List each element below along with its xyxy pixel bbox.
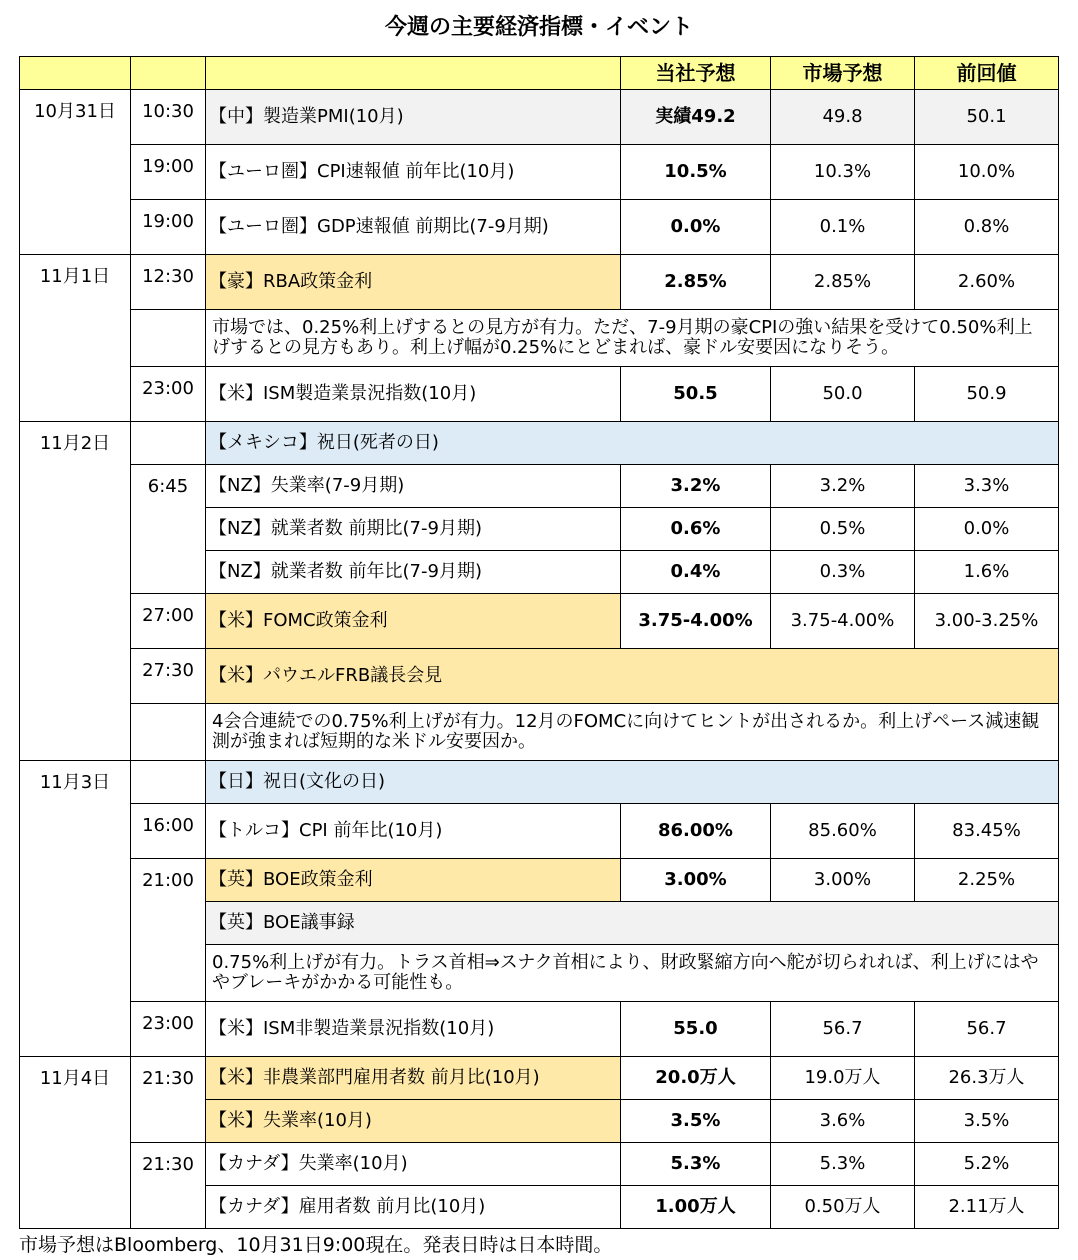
table-row bbox=[20, 145, 1059, 200]
date-cell: 10月31日 bbox=[20, 90, 131, 255]
own-forecast: 3.00% bbox=[621, 859, 771, 902]
own-forecast: 0.6% bbox=[621, 508, 771, 551]
previous-value: 26.3万人 bbox=[915, 1057, 1059, 1100]
header-event bbox=[206, 57, 621, 90]
previous-value: 50.1 bbox=[915, 90, 1059, 145]
previous-value: 2.60% bbox=[915, 255, 1059, 310]
table-row bbox=[20, 367, 1059, 422]
previous-value: 2.25% bbox=[915, 859, 1059, 902]
commentary-note: 4会合連続での0.75%利上げが有力。12月のFOMCに向けてヒントが出されるか。利上げペース減速観測が強まれば短期的な米ドル安要因か。 bbox=[206, 704, 1059, 761]
table-row bbox=[20, 704, 1059, 761]
market-forecast: 0.5% bbox=[771, 508, 915, 551]
previous-value: 1.6% bbox=[915, 551, 1059, 594]
table-row bbox=[20, 1002, 1059, 1057]
header-time bbox=[131, 57, 206, 90]
market-forecast: 0.1% bbox=[771, 200, 915, 255]
own-forecast: 実績49.2 bbox=[621, 90, 771, 145]
market-forecast: 10.3% bbox=[771, 145, 915, 200]
market-forecast: 49.8 bbox=[771, 90, 915, 145]
time-cell: 21:30 bbox=[131, 1143, 206, 1229]
event-name: 【NZ】失業率(7-9月期) bbox=[206, 465, 621, 508]
table-row bbox=[20, 804, 1059, 859]
market-forecast: 56.7 bbox=[771, 1002, 915, 1057]
time-cell: 6:45 bbox=[131, 465, 206, 594]
market-forecast: 3.00% bbox=[771, 859, 915, 902]
event-name: 【米】非農業部門雇用者数 前月比(10月) bbox=[206, 1057, 621, 1100]
time-cell: 19:00 bbox=[131, 145, 206, 200]
market-forecast: 5.3% bbox=[771, 1143, 915, 1186]
header-own-forecast: 当社予想 bbox=[621, 57, 771, 90]
previous-value: 3.00-3.25% bbox=[915, 594, 1059, 649]
own-forecast: 86.00% bbox=[621, 804, 771, 859]
page-title: 今週の主要経済指標・イベント bbox=[384, 15, 693, 40]
date-cell: 11月4日 bbox=[20, 1057, 131, 1229]
economic-calendar-table bbox=[19, 56, 1059, 1229]
market-forecast: 3.6% bbox=[771, 1100, 915, 1143]
previous-value: 0.8% bbox=[915, 200, 1059, 255]
time-cell: 10:30 bbox=[131, 90, 206, 145]
previous-value: 2.11万人 bbox=[915, 1186, 1059, 1229]
own-forecast: 3.2% bbox=[621, 465, 771, 508]
event-name: 【トルコ】CPI 前年比(10月) bbox=[206, 804, 621, 859]
holiday-event: 【日】祝日(文化の日) bbox=[206, 761, 1059, 804]
previous-value: 3.3% bbox=[915, 465, 1059, 508]
time-cell bbox=[131, 761, 206, 804]
time-cell: 21:30 bbox=[131, 1057, 206, 1143]
event-name: 【米】ISM非製造業景況指数(10月) bbox=[206, 1002, 621, 1057]
table-row bbox=[20, 310, 1059, 367]
time-cell bbox=[131, 310, 206, 367]
date-cell: 11月2日 bbox=[20, 422, 131, 761]
event-name: 【米】FOMC政策金利 bbox=[206, 594, 621, 649]
time-cell: 16:00 bbox=[131, 804, 206, 859]
date-cell: 11月3日 bbox=[20, 761, 131, 1057]
commentary-note: 市場では、0.25%利上げするとの見方が有力。ただ、7-9月期の豪CPIの強い結果を受けて0.50%利上げするとの見方もあり。利上げ幅が0.25%にとどまれば、豪ドル安要因になりそう。 bbox=[206, 310, 1059, 367]
table-row bbox=[20, 422, 1059, 465]
event-name: 【豪】RBA政策金利 bbox=[206, 255, 621, 310]
time-cell: 23:00 bbox=[131, 1002, 206, 1057]
previous-value: 56.7 bbox=[915, 1002, 1059, 1057]
previous-value: 3.5% bbox=[915, 1100, 1059, 1143]
event-name: 【英】BOE議事録 bbox=[206, 902, 1059, 945]
commentary-note: 0.75%利上げが有力。トラス首相⇒スナク首相により、財政緊縮方向へ舵が切られれば、利上げにはややブレーキがかかる可能性も。 bbox=[206, 945, 1059, 1002]
event-name: 【米】ISM製造業景況指数(10月) bbox=[206, 367, 621, 422]
table-row bbox=[20, 761, 1059, 804]
event-name: 【米】失業率(10月) bbox=[206, 1100, 621, 1143]
time-cell bbox=[131, 422, 206, 465]
market-forecast: 3.2% bbox=[771, 465, 915, 508]
event-name: 【NZ】就業者数 前年比(7-9月期) bbox=[206, 551, 621, 594]
market-forecast: 19.0万人 bbox=[771, 1057, 915, 1100]
time-cell: 21:00 bbox=[131, 859, 206, 1002]
market-forecast: 2.85% bbox=[771, 255, 915, 310]
market-forecast: 50.0 bbox=[771, 367, 915, 422]
market-forecast: 0.3% bbox=[771, 551, 915, 594]
own-forecast: 2.85% bbox=[621, 255, 771, 310]
time-cell: 27:00 bbox=[131, 594, 206, 649]
own-forecast: 50.5 bbox=[621, 367, 771, 422]
event-name: 【中】製造業PMI(10月) bbox=[206, 90, 621, 145]
event-name: 【カナダ】雇用者数 前月比(10月) bbox=[206, 1186, 621, 1229]
table-row bbox=[20, 649, 1059, 704]
event-name: 【米】パウエルFRB議長会見 bbox=[206, 649, 1059, 704]
footnote: 市場予想はBloomberg、10月31日9:00現在。発表日時は日本時間。 bbox=[19, 1234, 613, 1256]
own-forecast: 3.75-4.00% bbox=[621, 594, 771, 649]
event-name: 【ユーロ圏】CPI速報値 前年比(10月) bbox=[206, 145, 621, 200]
date-cell: 11月1日 bbox=[20, 255, 131, 422]
time-cell: 23:00 bbox=[131, 367, 206, 422]
previous-value: 10.0% bbox=[915, 145, 1059, 200]
header-date bbox=[20, 57, 131, 90]
table-row bbox=[20, 1057, 1059, 1100]
table-row bbox=[20, 90, 1059, 145]
own-forecast: 3.5% bbox=[621, 1100, 771, 1143]
own-forecast: 55.0 bbox=[621, 1002, 771, 1057]
market-forecast: 85.60% bbox=[771, 804, 915, 859]
own-forecast: 1.00万人 bbox=[621, 1186, 771, 1229]
time-cell: 19:00 bbox=[131, 200, 206, 255]
table-row bbox=[20, 859, 1059, 902]
event-name: 【英】BOE政策金利 bbox=[206, 859, 621, 902]
table-row bbox=[20, 1143, 1059, 1186]
header-previous: 前回値 bbox=[915, 57, 1059, 90]
event-name: 【NZ】就業者数 前期比(7-9月期) bbox=[206, 508, 621, 551]
table-row bbox=[20, 200, 1059, 255]
table-row bbox=[20, 594, 1059, 649]
header-market-forecast: 市場予想 bbox=[771, 57, 915, 90]
own-forecast: 20.0万人 bbox=[621, 1057, 771, 1100]
previous-value: 5.2% bbox=[915, 1143, 1059, 1186]
own-forecast: 10.5% bbox=[621, 145, 771, 200]
table-row bbox=[20, 465, 1059, 508]
market-forecast: 0.50万人 bbox=[771, 1186, 915, 1229]
event-name: 【ユーロ圏】GDP速報値 前期比(7-9月期) bbox=[206, 200, 621, 255]
time-cell: 27:30 bbox=[131, 649, 206, 704]
own-forecast: 0.4% bbox=[621, 551, 771, 594]
own-forecast: 0.0% bbox=[621, 200, 771, 255]
time-cell bbox=[131, 704, 206, 761]
market-forecast: 3.75-4.00% bbox=[771, 594, 915, 649]
previous-value: 83.45% bbox=[915, 804, 1059, 859]
event-name: 【カナダ】失業率(10月) bbox=[206, 1143, 621, 1186]
own-forecast: 5.3% bbox=[621, 1143, 771, 1186]
header-row bbox=[20, 57, 1059, 90]
table-row bbox=[20, 255, 1059, 310]
previous-value: 0.0% bbox=[915, 508, 1059, 551]
previous-value: 50.9 bbox=[915, 367, 1059, 422]
time-cell: 12:30 bbox=[131, 255, 206, 310]
holiday-event: 【メキシコ】祝日(死者の日) bbox=[206, 422, 1059, 465]
